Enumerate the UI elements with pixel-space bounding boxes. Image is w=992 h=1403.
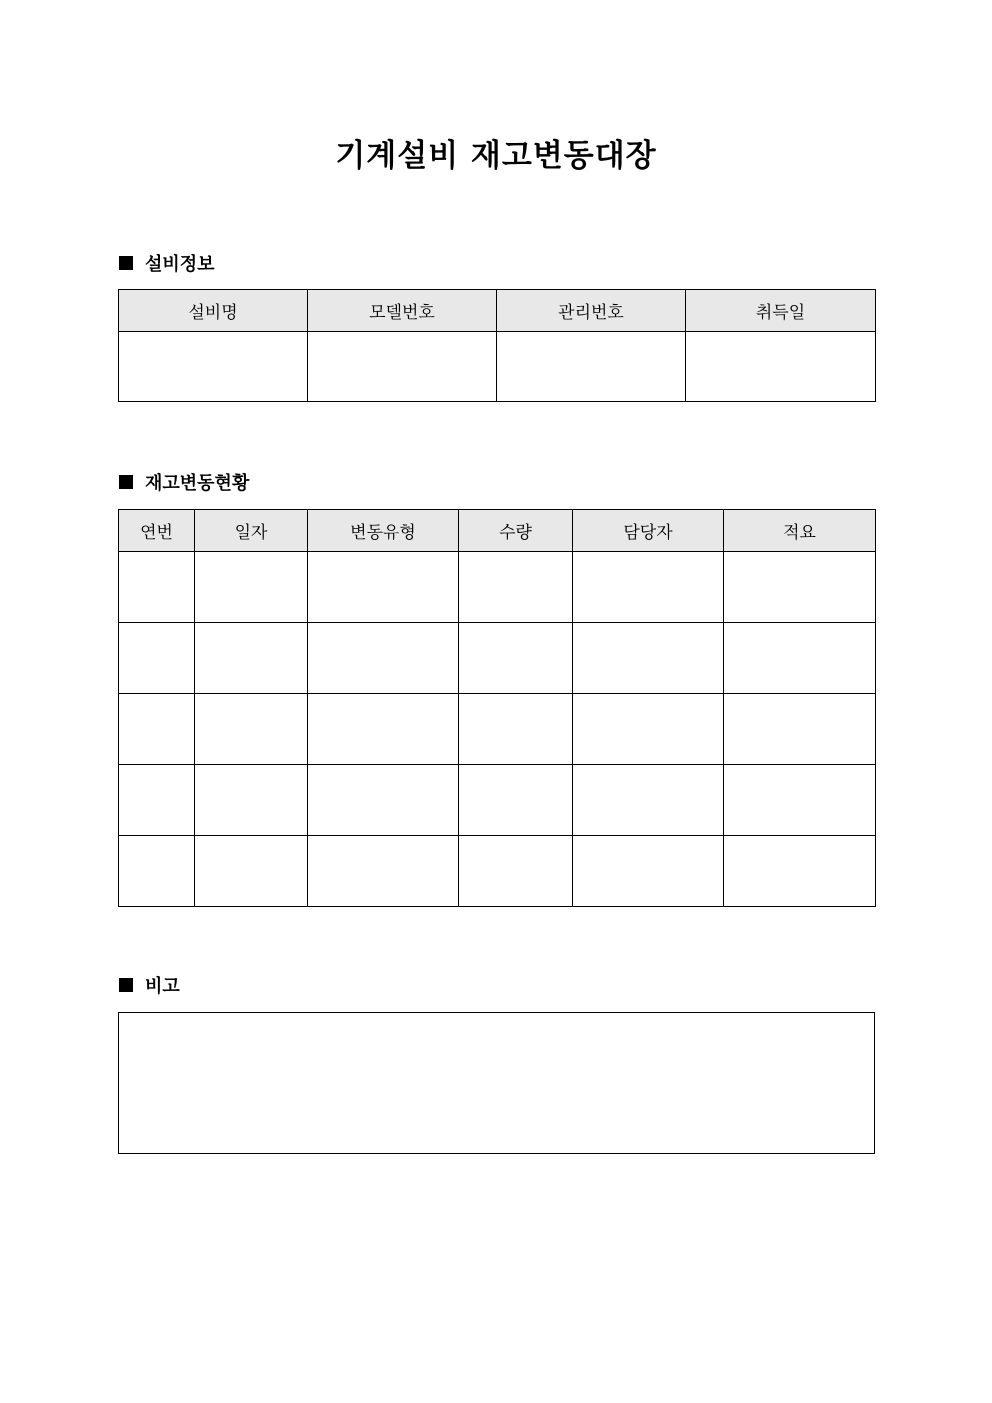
- column-header-acquisition-date: 취득일: [686, 290, 876, 332]
- person-in-charge-cell[interactable]: [573, 552, 724, 623]
- serial-number-cell[interactable]: [119, 765, 195, 836]
- inventory-change-table: [118, 509, 876, 907]
- square-bullet-icon: [119, 978, 133, 992]
- change-type-cell[interactable]: [308, 552, 459, 623]
- serial-number-cell[interactable]: [119, 552, 195, 623]
- date-cell[interactable]: [195, 836, 308, 907]
- management-number-cell[interactable]: [497, 332, 686, 402]
- square-bullet-icon: [119, 256, 133, 270]
- remarks-section-title: 비고: [145, 976, 180, 997]
- model-number-cell[interactable]: [308, 332, 497, 402]
- equipment-section-heading: [119, 253, 215, 277]
- description-cell[interactable]: [724, 836, 876, 907]
- person-in-charge-cell[interactable]: [573, 765, 724, 836]
- ledger-section-title: 재고변동현황: [145, 473, 250, 494]
- table-row: [119, 332, 876, 402]
- page-title: 기계설비 재고변동대장: [335, 138, 657, 174]
- column-header-date: 일자: [195, 510, 308, 552]
- remarks-section-heading: [119, 975, 180, 999]
- serial-number-cell[interactable]: [119, 694, 195, 765]
- ledger-section-heading: [119, 472, 249, 496]
- change-type-cell[interactable]: [308, 694, 459, 765]
- change-type-cell[interactable]: [308, 623, 459, 694]
- column-header-model-number: 모델번호: [308, 290, 497, 332]
- column-header-change-type: 변동유형: [308, 510, 459, 552]
- remarks-box[interactable]: [118, 1012, 875, 1154]
- table-row: [119, 552, 876, 623]
- change-type-cell[interactable]: [308, 836, 459, 907]
- square-bullet-icon: [119, 475, 133, 489]
- serial-number-cell[interactable]: [119, 623, 195, 694]
- person-in-charge-cell[interactable]: [573, 836, 724, 907]
- column-header-management-number: 관리번호: [497, 290, 686, 332]
- date-cell[interactable]: [195, 552, 308, 623]
- table-header-row: [119, 510, 876, 552]
- column-header-serial-number: 연번: [119, 510, 195, 552]
- change-type-cell[interactable]: [308, 765, 459, 836]
- description-cell[interactable]: [724, 552, 876, 623]
- quantity-cell[interactable]: [459, 765, 573, 836]
- date-cell[interactable]: [195, 623, 308, 694]
- description-cell[interactable]: [724, 623, 876, 694]
- column-header-quantity: 수량: [459, 510, 573, 552]
- date-cell[interactable]: [195, 694, 308, 765]
- table-row: [119, 694, 876, 765]
- table-row: [119, 765, 876, 836]
- column-header-equipment-name: 설비명: [119, 290, 308, 332]
- equipment-info-table: [118, 289, 876, 402]
- serial-number-cell[interactable]: [119, 836, 195, 907]
- table-header-row: [119, 290, 876, 332]
- description-cell[interactable]: [724, 694, 876, 765]
- date-cell[interactable]: [195, 765, 308, 836]
- quantity-cell[interactable]: [459, 836, 573, 907]
- equipment-section-title: 설비정보: [145, 254, 215, 275]
- table-row: [119, 623, 876, 694]
- equipment-name-cell[interactable]: [119, 332, 308, 402]
- column-header-person-in-charge: 담당자: [573, 510, 724, 552]
- person-in-charge-cell[interactable]: [573, 623, 724, 694]
- person-in-charge-cell[interactable]: [573, 694, 724, 765]
- quantity-cell[interactable]: [459, 623, 573, 694]
- quantity-cell[interactable]: [459, 694, 573, 765]
- quantity-cell[interactable]: [459, 552, 573, 623]
- table-row: [119, 836, 876, 907]
- description-cell[interactable]: [724, 765, 876, 836]
- column-header-description: 적요: [724, 510, 876, 552]
- acquisition-date-cell[interactable]: [686, 332, 876, 402]
